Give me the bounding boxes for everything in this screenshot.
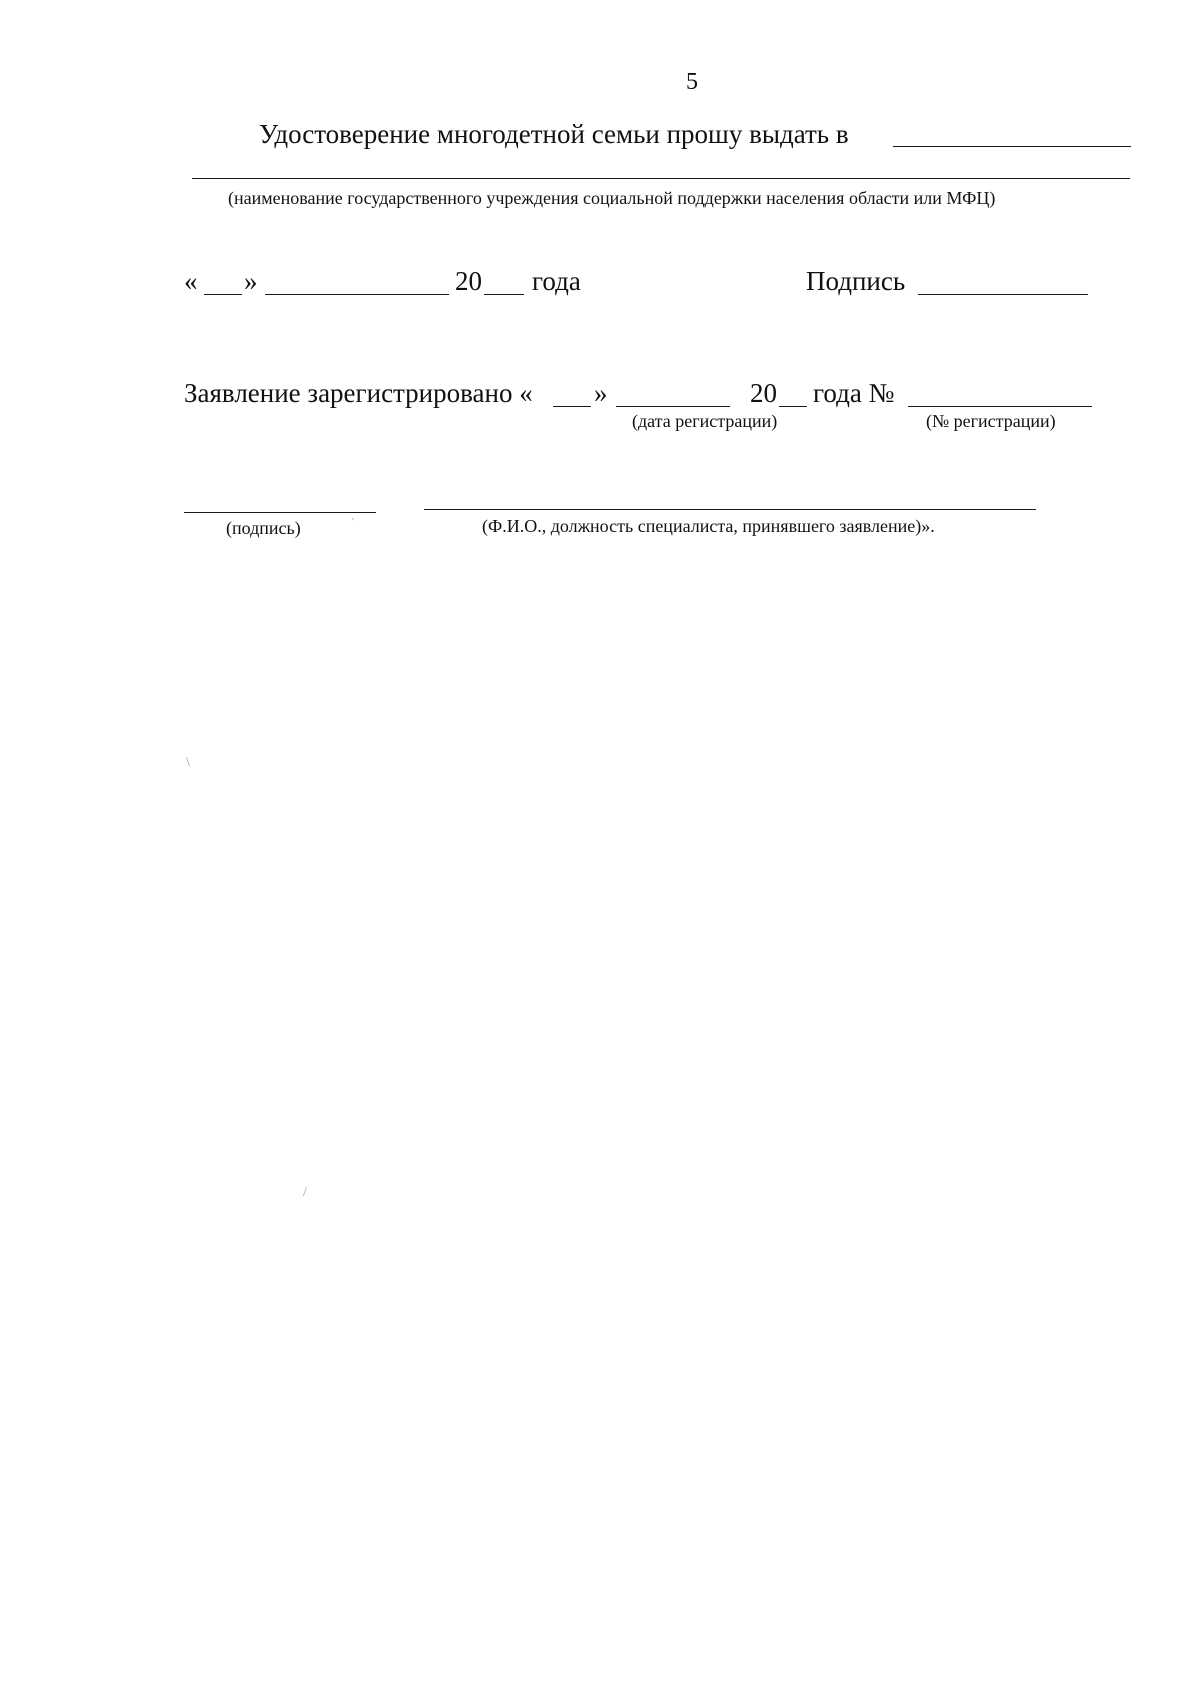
registration-year-word: года №	[813, 378, 895, 408]
specialist-name-field[interactable]	[424, 509, 1036, 510]
date-year-prefix: 20	[455, 266, 482, 296]
date-open-quote: «	[184, 266, 198, 296]
specialist-caption: (Ф.И.О., должность специалиста, принявшего заявление)».	[482, 516, 935, 536]
date-year-field[interactable]	[484, 294, 524, 295]
date-month-field[interactable]	[265, 294, 449, 295]
date-day-field[interactable]	[204, 294, 242, 295]
signature-field[interactable]	[918, 294, 1088, 295]
registration-statement: Заявление зарегистрировано «	[184, 378, 533, 408]
registrar-signature-field[interactable]	[184, 512, 376, 513]
issue-place-field[interactable]	[893, 146, 1131, 147]
registrar-signature-caption: (подпись)	[226, 518, 301, 538]
date-close-quote: »	[244, 266, 258, 296]
page-number: 5	[686, 69, 698, 95]
issue-place-caption: (наименование государственного учреждения социальной поддержки населения области или МФЦ)	[228, 188, 996, 208]
registration-date-caption: (дата регистрации)	[632, 411, 778, 431]
registration-year-field[interactable]	[779, 406, 807, 407]
scan-speck: '	[352, 517, 354, 528]
issue-statement: Удостоверение многодетной семьи прошу выдать в	[259, 119, 849, 149]
registration-close-quote: »	[594, 378, 608, 408]
signature-label: Подпись	[806, 266, 906, 296]
scan-speck: \	[186, 755, 190, 770]
date-year-word: года	[532, 266, 581, 296]
scan-speck: /	[303, 1185, 307, 1200]
registration-number-caption: (№ регистрации)	[926, 411, 1056, 431]
registration-year-prefix: 20	[750, 378, 777, 408]
issue-place-field-continuation[interactable]	[192, 178, 1130, 179]
registration-number-field[interactable]	[908, 406, 1092, 407]
registration-date-field[interactable]	[616, 406, 730, 407]
registration-day-field[interactable]	[553, 406, 591, 407]
